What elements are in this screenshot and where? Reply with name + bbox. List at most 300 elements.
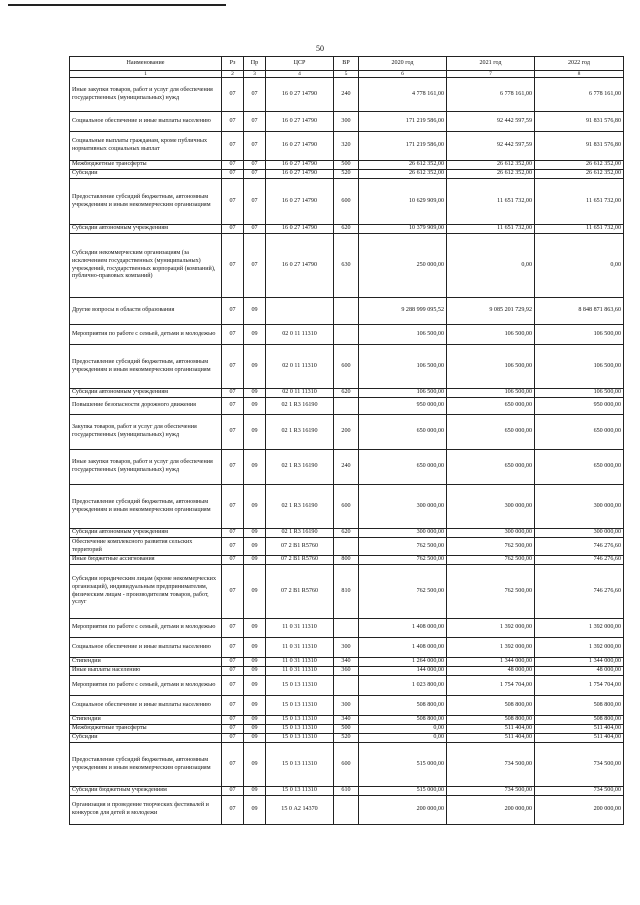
row-amount-2022: 650 000,00 (535, 450, 624, 485)
row-amount-2020: 10 379 909,00 (359, 225, 447, 234)
row-pr-cell: 07 (244, 179, 266, 225)
row-csr-cell: 16 0 27 14790 (266, 161, 334, 170)
row-pr-cell: 09 (244, 450, 266, 485)
row-amount-2022: 106 500,00 (535, 389, 624, 398)
row-csr-cell: 02 0 11 11310 (266, 325, 334, 345)
row-pr-cell: 07 (244, 170, 266, 179)
row-amount-2020: 1 264 000,00 (359, 658, 447, 667)
row-vr-cell (334, 619, 359, 638)
row-name-cell: Предоставление субсидий бюджетным, автономным учреждениям и иным некоммерческим организациям (70, 179, 222, 225)
col-number: 1 (70, 71, 222, 78)
row-rz-cell: 07 (222, 619, 244, 638)
row-amount-2021: 200 000,00 (447, 796, 535, 825)
page-number: 50 (316, 44, 324, 53)
row-pr-cell: 09 (244, 565, 266, 619)
row-name-cell: Повышение безопасности дорожного движения (70, 398, 222, 415)
row-name-cell: Субсидии (70, 170, 222, 179)
row-rz-cell: 07 (222, 234, 244, 298)
row-rz-cell: 07 (222, 325, 244, 345)
row-amount-2022: 1 392 000,00 (535, 638, 624, 658)
row-csr-cell: 16 0 27 14790 (266, 234, 334, 298)
row-vr-cell: 800 (334, 556, 359, 565)
row-pr-cell: 09 (244, 676, 266, 696)
row-name-cell: Социальное обеспечение и иные выплаты населению (70, 638, 222, 658)
row-amount-2022: 200 000,00 (535, 796, 624, 825)
table-row (70, 132, 624, 161)
row-amount-2020: 250 000,00 (359, 234, 447, 298)
row-name-cell: Стипендии (70, 658, 222, 667)
row-vr-cell: 600 (334, 485, 359, 529)
row-pr-cell: 09 (244, 398, 266, 415)
table-row (70, 743, 624, 787)
row-rz-cell: 07 (222, 485, 244, 529)
row-csr-cell: 11 0 31 11310 (266, 667, 334, 676)
row-amount-2020: 1 408 000,00 (359, 619, 447, 638)
row-rz-cell: 07 (222, 298, 244, 325)
row-csr-cell: 02 1 R3 16190 (266, 415, 334, 450)
row-amount-2020: 950 000,00 (359, 398, 447, 415)
row-rz-cell: 07 (222, 743, 244, 787)
row-amount-2022: 106 500,00 (535, 325, 624, 345)
row-vr-cell: 500 (334, 725, 359, 734)
row-name-cell: Мероприятия по работе с семьей, детьми и молодежью (70, 619, 222, 638)
row-amount-2022: 734 500,00 (535, 787, 624, 796)
row-rz-cell: 07 (222, 415, 244, 450)
row-amount-2021: 1 392 000,00 (447, 638, 535, 658)
row-name-cell: Межбюджетные трансферты (70, 725, 222, 734)
col-header-rz: Рз (222, 57, 244, 71)
row-csr-cell: 15 0 13 11310 (266, 716, 334, 725)
row-amount-2021: 26 612 352,00 (447, 161, 535, 170)
row-amount-2020: 515 000,00 (359, 787, 447, 796)
row-rz-cell: 07 (222, 716, 244, 725)
row-rz-cell: 07 (222, 725, 244, 734)
row-csr-cell: 15 0 13 11310 (266, 734, 334, 743)
row-amount-2021: 762 500,00 (447, 538, 535, 556)
table-row (70, 716, 624, 725)
row-amount-2021: 508 800,00 (447, 716, 535, 725)
table-row (70, 450, 624, 485)
row-amount-2020: 650 000,00 (359, 450, 447, 485)
row-rz-cell: 07 (222, 556, 244, 565)
row-pr-cell: 09 (244, 734, 266, 743)
table-row (70, 225, 624, 234)
row-name-cell: Иные бюджетные ассигнования (70, 556, 222, 565)
table-row (70, 787, 624, 796)
row-pr-cell: 09 (244, 696, 266, 716)
row-csr-cell: 15 0 13 11310 (266, 725, 334, 734)
row-rz-cell: 07 (222, 565, 244, 619)
row-vr-cell (334, 398, 359, 415)
row-vr-cell: 300 (334, 112, 359, 132)
row-amount-2022: 1 754 704,00 (535, 676, 624, 696)
row-amount-2022: 1 392 000,00 (535, 619, 624, 638)
row-amount-2022: 508 800,00 (535, 696, 624, 716)
row-amount-2020: 200 000,00 (359, 796, 447, 825)
row-csr-cell: 02 1 R3 16190 (266, 529, 334, 538)
row-amount-2022: 106 500,00 (535, 345, 624, 389)
row-amount-2021: 650 000,00 (447, 450, 535, 485)
row-name-cell: Обеспечение комплексного развития сельских территорий (70, 538, 222, 556)
row-amount-2021: 511 404,00 (447, 725, 535, 734)
row-name-cell: Предоставление субсидий бюджетным, автономным учреждениям и иным некоммерческим организациям (70, 345, 222, 389)
row-pr-cell: 07 (244, 161, 266, 170)
row-name-cell: Предоставление субсидий бюджетным, автономным учреждениям и иным некоммерческим организациям (70, 743, 222, 787)
table-row (70, 415, 624, 450)
row-amount-2020: 10 629 909,00 (359, 179, 447, 225)
row-rz-cell: 07 (222, 529, 244, 538)
row-vr-cell (334, 538, 359, 556)
row-name-cell: Иные закупки товаров, работ и услуг для обеспечения государственных (муниципальных) нужд (70, 78, 222, 112)
row-amount-2021: 26 612 352,00 (447, 170, 535, 179)
table-row (70, 529, 624, 538)
row-rz-cell: 07 (222, 787, 244, 796)
row-amount-2020: 9 288 999 095,52 (359, 298, 447, 325)
row-amount-2022: 734 500,00 (535, 743, 624, 787)
table-row (70, 658, 624, 667)
row-vr-cell: 240 (334, 78, 359, 112)
col-header-name: Наименование (70, 57, 222, 71)
row-csr-cell: 15 0 13 11310 (266, 787, 334, 796)
row-name-cell: Закупка товаров, работ и услуг для обеспечения государственных (муниципальных) нужд (70, 415, 222, 450)
row-amount-2020: 4 778 161,00 (359, 78, 447, 112)
row-pr-cell: 09 (244, 415, 266, 450)
row-amount-2021: 508 800,00 (447, 696, 535, 716)
row-amount-2022: 650 000,00 (535, 415, 624, 450)
row-csr-cell: 16 0 27 14790 (266, 78, 334, 112)
row-vr-cell (334, 676, 359, 696)
table-row (70, 78, 624, 112)
row-amount-2022: 91 831 576,80 (535, 132, 624, 161)
table-row (70, 389, 624, 398)
row-vr-cell: 200 (334, 415, 359, 450)
row-name-cell: Мероприятия по работе с семьей, детьми и молодежью (70, 676, 222, 696)
row-name-cell: Субсидии автономным учреждениям (70, 225, 222, 234)
row-vr-cell: 340 (334, 716, 359, 725)
row-rz-cell: 07 (222, 538, 244, 556)
row-amount-2020: 1 023 800,00 (359, 676, 447, 696)
table-row (70, 565, 624, 619)
row-name-cell: Межбюджетные трансферты (70, 161, 222, 170)
row-amount-2022: 0,00 (535, 234, 624, 298)
row-pr-cell: 09 (244, 796, 266, 825)
table-row (70, 638, 624, 658)
col-header-pr: Пр (244, 57, 266, 71)
row-amount-2022: 11 651 732,00 (535, 225, 624, 234)
row-name-cell: Предоставление субсидий бюджетным, автономным учреждениям и иным некоммерческим организациям (70, 485, 222, 529)
row-vr-cell: 340 (334, 658, 359, 667)
row-pr-cell: 09 (244, 345, 266, 389)
row-vr-cell: 520 (334, 734, 359, 743)
row-amount-2020: 1 408 000,00 (359, 638, 447, 658)
row-rz-cell: 07 (222, 638, 244, 658)
row-pr-cell: 09 (244, 619, 266, 638)
row-csr-cell: 11 0 31 11310 (266, 638, 334, 658)
row-amount-2020: 508 800,00 (359, 716, 447, 725)
row-vr-cell (334, 325, 359, 345)
row-amount-2022: 1 344 000,00 (535, 658, 624, 667)
row-csr-cell (266, 298, 334, 325)
row-pr-cell: 09 (244, 743, 266, 787)
row-rz-cell: 07 (222, 667, 244, 676)
row-amount-2021: 734 500,00 (447, 743, 535, 787)
row-amount-2020: 171 219 586,00 (359, 132, 447, 161)
col-header-2020: 2020 год (359, 57, 447, 71)
col-header-2021: 2021 год (447, 57, 535, 71)
row-name-cell: Субсидии (70, 734, 222, 743)
column-number-row (70, 71, 624, 78)
row-amount-2021: 48 000,00 (447, 667, 535, 676)
row-vr-cell: 610 (334, 787, 359, 796)
row-amount-2022: 950 000,00 (535, 398, 624, 415)
col-number: 6 (359, 71, 447, 78)
row-amount-2021: 762 500,00 (447, 565, 535, 619)
row-pr-cell: 09 (244, 298, 266, 325)
col-number: 3 (244, 71, 266, 78)
row-amount-2020: 106 500,00 (359, 389, 447, 398)
row-pr-cell: 09 (244, 556, 266, 565)
row-vr-cell: 520 (334, 170, 359, 179)
row-name-cell: Субсидии некоммерческим организациям (за исключением государственных (муниципальных) учреждений, государственных корпораций (компаний), публично-правовых компаний) (70, 234, 222, 298)
row-csr-cell: 15 0 13 11310 (266, 696, 334, 716)
row-pr-cell: 07 (244, 132, 266, 161)
table-row (70, 796, 624, 825)
row-pr-cell: 09 (244, 716, 266, 725)
row-rz-cell: 07 (222, 450, 244, 485)
row-rz-cell: 07 (222, 398, 244, 415)
row-rz-cell: 07 (222, 696, 244, 716)
row-vr-cell (334, 298, 359, 325)
row-name-cell: Организация и проведение творческих фестивалей и конкурсов для детей и молодежи (70, 796, 222, 825)
row-pr-cell: 07 (244, 78, 266, 112)
row-amount-2021: 1 344 000,00 (447, 658, 535, 667)
row-amount-2021: 650 000,00 (447, 415, 535, 450)
row-amount-2022: 26 612 352,00 (535, 170, 624, 179)
row-csr-cell: 02 0 11 11310 (266, 389, 334, 398)
row-vr-cell: 600 (334, 179, 359, 225)
row-amount-2020: 0,00 (359, 734, 447, 743)
row-name-cell: Мероприятия по работе с семьей, детьми и молодежью (70, 325, 222, 345)
row-vr-cell (334, 796, 359, 825)
table-row (70, 398, 624, 415)
row-csr-cell: 02 1 R3 16190 (266, 398, 334, 415)
col-number: 4 (266, 71, 334, 78)
col-number: 5 (334, 71, 359, 78)
row-pr-cell: 07 (244, 234, 266, 298)
row-vr-cell: 500 (334, 161, 359, 170)
row-amount-2022: 11 651 732,00 (535, 179, 624, 225)
row-rz-cell: 07 (222, 734, 244, 743)
row-amount-2021: 6 778 161,00 (447, 78, 535, 112)
row-csr-cell: 16 0 27 14790 (266, 132, 334, 161)
col-number: 8 (535, 71, 624, 78)
row-amount-2020: 300 000,00 (359, 529, 447, 538)
row-amount-2020: 106 500,00 (359, 325, 447, 345)
row-amount-2021: 1 754 704,00 (447, 676, 535, 696)
row-name-cell: Социальные выплаты гражданам, кроме публичных нормативных социальных выплат (70, 132, 222, 161)
row-amount-2020: 144 000,00 (359, 667, 447, 676)
table-body (70, 78, 624, 825)
row-vr-cell: 620 (334, 389, 359, 398)
row-amount-2021: 1 392 000,00 (447, 619, 535, 638)
table-row (70, 112, 624, 132)
row-name-cell: Иные выплаты населению (70, 667, 222, 676)
header-row (70, 57, 624, 71)
col-header-2022: 2022 год (535, 57, 624, 71)
row-vr-cell: 620 (334, 529, 359, 538)
row-name-cell: Другие вопросы в области образования (70, 298, 222, 325)
row-amount-2021: 734 500,00 (447, 787, 535, 796)
table-row (70, 725, 624, 734)
row-amount-2020: 508 800,00 (359, 696, 447, 716)
row-name-cell: Субсидии автономным учреждениям (70, 529, 222, 538)
table-row (70, 298, 624, 325)
row-pr-cell: 09 (244, 725, 266, 734)
row-csr-cell: 02 1 R3 16190 (266, 485, 334, 529)
row-amount-2021: 106 500,00 (447, 345, 535, 389)
table-row (70, 667, 624, 676)
row-amount-2020: 762 500,00 (359, 556, 447, 565)
row-rz-cell: 07 (222, 112, 244, 132)
row-rz-cell: 07 (222, 389, 244, 398)
row-amount-2022: 8 848 871 863,60 (535, 298, 624, 325)
row-rz-cell: 07 (222, 78, 244, 112)
row-amount-2022: 746 276,60 (535, 538, 624, 556)
row-csr-cell: 11 0 31 11310 (266, 619, 334, 638)
row-csr-cell: 07 2 В1 R5760 (266, 556, 334, 565)
row-name-cell: Иные закупки товаров, работ и услуг для обеспечения государственных (муниципальных) нужд (70, 450, 222, 485)
row-rz-cell: 07 (222, 796, 244, 825)
row-pr-cell: 09 (244, 787, 266, 796)
row-amount-2022: 508 800,00 (535, 716, 624, 725)
row-amount-2020: 515 000,00 (359, 743, 447, 787)
row-vr-cell: 620 (334, 225, 359, 234)
row-csr-cell: 11 0 31 11310 (266, 658, 334, 667)
row-amount-2021: 300 000,00 (447, 485, 535, 529)
row-csr-cell: 15 0 А2 14370 (266, 796, 334, 825)
row-amount-2022: 300 000,00 (535, 529, 624, 538)
col-number: 2 (222, 71, 244, 78)
row-vr-cell: 360 (334, 667, 359, 676)
row-name-cell: Стипендии (70, 716, 222, 725)
row-amount-2021: 300 000,00 (447, 529, 535, 538)
row-rz-cell: 07 (222, 170, 244, 179)
row-rz-cell: 07 (222, 676, 244, 696)
budget-table (69, 56, 624, 825)
row-amount-2022: 511 404,00 (535, 734, 624, 743)
table-row (70, 345, 624, 389)
row-csr-cell: 07 2 В1 R5760 (266, 538, 334, 556)
row-csr-cell: 02 0 11 11310 (266, 345, 334, 389)
row-amount-2020: 26 612 352,00 (359, 170, 447, 179)
col-header-csr: ЦСР (266, 57, 334, 71)
row-amount-2022: 746 276,60 (535, 556, 624, 565)
table-row (70, 325, 624, 345)
table-row (70, 734, 624, 743)
row-vr-cell: 810 (334, 565, 359, 619)
row-amount-2020: 762 500,00 (359, 538, 447, 556)
row-amount-2021: 0,00 (447, 234, 535, 298)
row-name-cell: Субсидии автономным учреждениям (70, 389, 222, 398)
table-row (70, 538, 624, 556)
row-amount-2020: 650 000,00 (359, 415, 447, 450)
row-amount-2022: 511 404,00 (535, 725, 624, 734)
table-row (70, 161, 624, 170)
row-pr-cell: 09 (244, 389, 266, 398)
table-row (70, 179, 624, 225)
row-name-cell: Социальное обеспечение и иные выплаты населению (70, 112, 222, 132)
row-csr-cell: 16 0 27 14790 (266, 112, 334, 132)
row-amount-2021: 11 651 732,00 (447, 225, 535, 234)
row-pr-cell: 09 (244, 658, 266, 667)
row-csr-cell: 02 1 R3 16190 (266, 450, 334, 485)
row-amount-2021: 92 442 597,59 (447, 112, 535, 132)
row-pr-cell: 09 (244, 529, 266, 538)
row-rz-cell: 07 (222, 345, 244, 389)
row-pr-cell: 09 (244, 667, 266, 676)
row-amount-2020: 300 000,00 (359, 485, 447, 529)
table-row (70, 485, 624, 529)
row-amount-2021: 11 651 732,00 (447, 179, 535, 225)
row-rz-cell: 07 (222, 132, 244, 161)
row-amount-2022: 91 831 576,80 (535, 112, 624, 132)
row-amount-2020: 171 219 586,00 (359, 112, 447, 132)
table-row (70, 556, 624, 565)
col-number: 7 (447, 71, 535, 78)
row-amount-2020: 0,00 (359, 725, 447, 734)
row-amount-2021: 92 442 597,59 (447, 132, 535, 161)
row-rz-cell: 07 (222, 179, 244, 225)
row-pr-cell: 09 (244, 538, 266, 556)
row-amount-2022: 26 612 352,00 (535, 161, 624, 170)
row-amount-2021: 9 085 201 729,92 (447, 298, 535, 325)
row-name-cell: Субсидии юридическим лицам (кроме некоммерческих организаций), индивидуальным предпринимателям, физическим лицам - производителям товаров, работ, услуг (70, 565, 222, 619)
row-amount-2021: 106 500,00 (447, 325, 535, 345)
top-rule (8, 4, 226, 6)
row-amount-2021: 762 500,00 (447, 556, 535, 565)
row-pr-cell: 09 (244, 638, 266, 658)
table-row (70, 619, 624, 638)
row-csr-cell: 16 0 27 14790 (266, 170, 334, 179)
row-vr-cell: 600 (334, 743, 359, 787)
row-amount-2020: 26 612 352,00 (359, 161, 447, 170)
row-amount-2022: 6 778 161,00 (535, 78, 624, 112)
row-rz-cell: 07 (222, 658, 244, 667)
row-csr-cell: 15 0 13 11310 (266, 743, 334, 787)
table-row (70, 170, 624, 179)
row-name-cell: Субсидии бюджетным учреждениям (70, 787, 222, 796)
row-amount-2022: 48 000,00 (535, 667, 624, 676)
row-amount-2021: 106 500,00 (447, 389, 535, 398)
row-pr-cell: 07 (244, 112, 266, 132)
row-amount-2020: 762 500,00 (359, 565, 447, 619)
col-header-vr: ВР (334, 57, 359, 71)
row-vr-cell: 240 (334, 450, 359, 485)
row-rz-cell: 07 (222, 161, 244, 170)
table-row (70, 676, 624, 696)
row-vr-cell: 630 (334, 234, 359, 298)
table-row (70, 234, 624, 298)
row-csr-cell: 16 0 27 14790 (266, 179, 334, 225)
row-name-cell: Социальное обеспечение и иные выплаты населению (70, 696, 222, 716)
row-pr-cell: 07 (244, 225, 266, 234)
row-amount-2020: 106 500,00 (359, 345, 447, 389)
row-amount-2021: 511 404,00 (447, 734, 535, 743)
row-pr-cell: 09 (244, 485, 266, 529)
table-row (70, 696, 624, 716)
row-rz-cell: 07 (222, 225, 244, 234)
row-csr-cell: 15 0 13 11310 (266, 676, 334, 696)
